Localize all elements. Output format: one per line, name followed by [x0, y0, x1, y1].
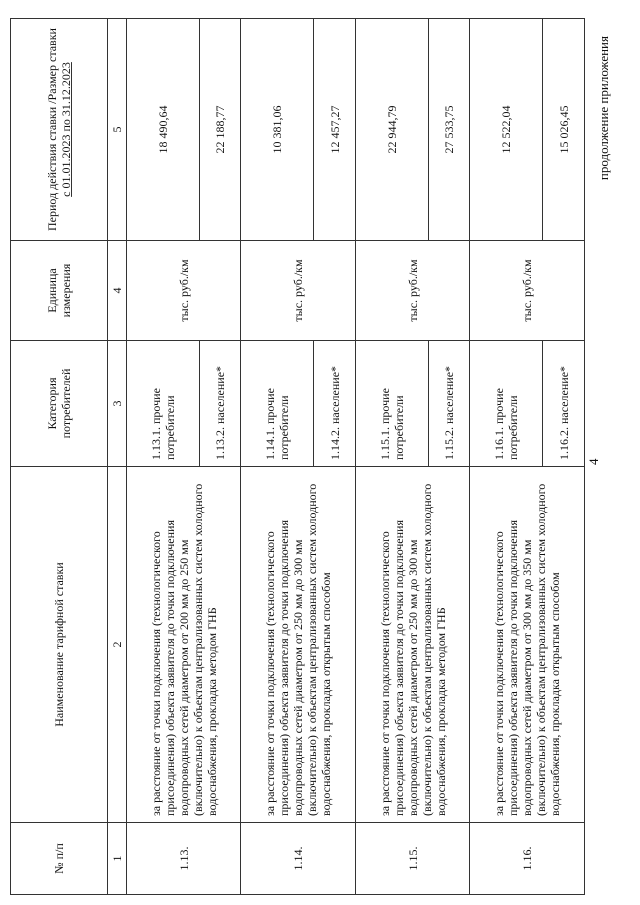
row-value: 10 381,06 — [241, 19, 314, 241]
column-index: 2 — [108, 467, 127, 823]
header-rate-period: с 01.01.2023 по 31.12.2023 — [59, 62, 73, 197]
row-value: 22 188,77 — [199, 19, 241, 241]
row-number: 1.14. — [241, 823, 355, 895]
row-unit: тыс. руб./км — [241, 241, 355, 341]
row-name: за расстояние от точки подключения (технологического присоединения) объекта заявителя до точки подключения водопроводных сетей диаметром от 250 мм до 300 мм (включительно) к объектам централизованных систем холодного водоснабжения, прокладка методом ГНБ — [355, 467, 469, 823]
row-value: 18 490,64 — [127, 19, 200, 241]
row-category: 1.14.2. население* — [314, 341, 356, 467]
header-num: № п/п — [11, 823, 108, 895]
tariff-table — [10, 18, 585, 895]
column-index: 5 — [108, 19, 127, 241]
row-category: 1.15.1. прочие потребители — [355, 341, 428, 467]
row-category: 1.16.1. прочие потребители — [470, 341, 543, 467]
row-category: 1.13.2. население* — [199, 341, 241, 467]
row-number: 1.13. — [127, 823, 241, 895]
row-name: за расстояние от точки подключения (технологического присоединения) объекта заявителя до точки подключения водопроводных сетей диаметром от 300 мм до 350 мм (включительно) к объектам централизованных систем холодного водоснабжения, прокладка открытым способом — [470, 467, 585, 823]
row-name: за расстояние от точки подключения (технологического присоединения) объекта заявителя до точки подключения водопроводных сетей диаметром от 250 мм до 300 мм (включительно) к объектам централизованных систем холодного водоснабжения, прокладка открытым способом — [241, 467, 355, 823]
row-number: 1.15. — [355, 823, 469, 895]
column-index: 4 — [108, 241, 127, 341]
column-index-row — [108, 19, 127, 895]
header-category: Категория потребителей — [11, 341, 108, 467]
table-header-row — [11, 19, 108, 895]
row-value: 12 457,27 — [314, 19, 356, 241]
row-category: 1.16.2. население* — [543, 341, 585, 467]
page-number: 4 — [586, 458, 601, 465]
table-row — [241, 19, 314, 895]
row-category: 1.15.2. население* — [428, 341, 470, 467]
row-unit: тыс. руб./км — [355, 241, 469, 341]
row-category: 1.13.1. прочие потребители — [127, 341, 200, 467]
header-unit: Единица измерения — [11, 241, 108, 341]
header-rate — [11, 19, 108, 241]
row-value: 27 533,75 — [428, 19, 470, 241]
column-index: 1 — [108, 823, 127, 895]
header-name: Наименование тарифной ставки — [11, 467, 108, 823]
continuation-note: продолжение приложения — [596, 36, 611, 181]
row-value: 12 522,04 — [470, 19, 543, 241]
column-index: 3 — [108, 341, 127, 467]
row-value: 15 026,45 — [543, 19, 585, 241]
header-rate-title: Период действия ставки /Размер ставки — [45, 28, 59, 231]
table-row — [127, 19, 200, 895]
table-row — [470, 19, 543, 895]
row-unit: тыс. руб./км — [470, 241, 585, 341]
row-category: 1.14.1. прочие потребители — [241, 341, 314, 467]
row-value: 22 944,79 — [355, 19, 428, 241]
row-number: 1.16. — [470, 823, 585, 895]
row-name: за расстояние от точки подключения (технологического присоединения) объекта заявителя до точки подключения водопроводных сетей диаметром от 200 мм до 250 мм (включительно) к объектам централизованных систем холодного водоснабжения, прокладка методом ГНБ — [127, 467, 241, 823]
table-row — [355, 19, 428, 895]
row-unit: тыс. руб./км — [127, 241, 241, 341]
